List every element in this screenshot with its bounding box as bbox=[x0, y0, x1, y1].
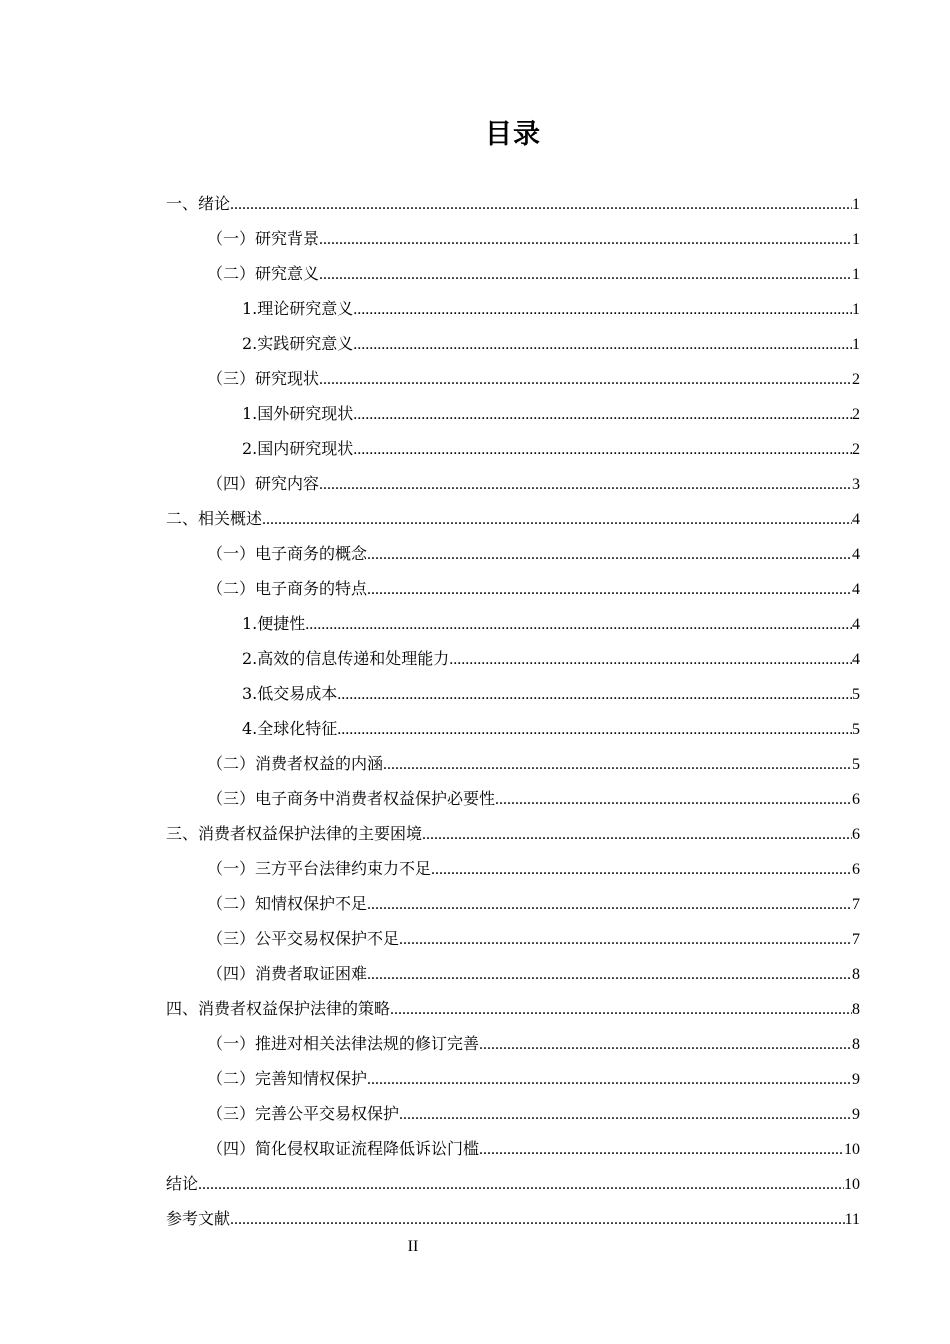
toc-entry-label: （一）研究背景 bbox=[207, 229, 320, 248]
toc-leader-dots bbox=[399, 922, 852, 957]
toc-entry[interactable] bbox=[166, 921, 860, 956]
toc-leader-dots bbox=[353, 327, 852, 362]
toc-entry-label: 二、相关概述 bbox=[166, 509, 263, 528]
toc-entry-label: 2.国内研究现状 bbox=[242, 439, 354, 458]
toc-leader-dots bbox=[337, 677, 852, 712]
toc-entry[interactable] bbox=[166, 606, 860, 641]
toc-entry-page: 4 bbox=[852, 546, 860, 563]
toc-entry-label: （二）研究意义 bbox=[207, 264, 320, 283]
toc-entry[interactable] bbox=[166, 711, 860, 746]
toc-entry-page: 4 bbox=[852, 581, 860, 598]
toc-entry[interactable] bbox=[166, 1131, 860, 1166]
toc-leader-dots bbox=[353, 432, 852, 467]
toc-leader-dots bbox=[495, 782, 852, 817]
toc-entry-page: 1 bbox=[852, 266, 860, 283]
toc-entry-page: 11 bbox=[844, 1211, 860, 1228]
toc-entry-page: 1 bbox=[852, 336, 860, 353]
toc-entry-label: （三）电子商务中消费者权益保护必要性 bbox=[207, 789, 496, 808]
toc-entry[interactable] bbox=[166, 536, 860, 571]
toc-entry[interactable] bbox=[166, 851, 860, 886]
toc-entry-page: 1 bbox=[852, 231, 860, 248]
toc-leader-dots bbox=[319, 257, 852, 292]
toc-entry-page: 6 bbox=[852, 861, 860, 878]
toc-leader-dots bbox=[230, 187, 852, 222]
toc-entry[interactable] bbox=[166, 186, 860, 221]
toc-leader-dots bbox=[367, 572, 852, 607]
toc-leader-dots bbox=[367, 1062, 852, 1097]
toc-leader-dots bbox=[383, 747, 852, 782]
toc-entry-label: 3.低交易成本 bbox=[242, 684, 338, 703]
toc-leader-dots bbox=[353, 397, 852, 432]
toc-entry-label: （四）研究内容 bbox=[207, 474, 320, 493]
toc-leader-dots bbox=[479, 1027, 852, 1062]
toc-leader-dots bbox=[262, 502, 852, 537]
toc-leader-dots bbox=[449, 642, 852, 677]
toc-entry[interactable] bbox=[166, 1096, 860, 1131]
toc-entry-label: 三、消费者权益保护法律的主要困境 bbox=[166, 824, 423, 843]
toc-entry-label: （二）知情权保护不足 bbox=[207, 894, 368, 913]
toc-leader-dots bbox=[230, 1202, 845, 1237]
toc-entry-page: 8 bbox=[852, 966, 860, 983]
toc-leader-dots bbox=[353, 292, 852, 327]
table-of-contents bbox=[166, 186, 860, 1236]
toc-leader-dots bbox=[198, 1167, 844, 1202]
toc-leader-dots bbox=[337, 712, 852, 747]
toc-entry-label: 结论 bbox=[166, 1174, 199, 1193]
toc-entry-page: 7 bbox=[852, 896, 860, 913]
toc-entry[interactable] bbox=[166, 571, 860, 606]
toc-leader-dots bbox=[431, 852, 852, 887]
toc-entry-page: 5 bbox=[852, 686, 860, 703]
toc-entry[interactable] bbox=[166, 991, 860, 1026]
toc-entry[interactable] bbox=[166, 256, 860, 291]
toc-entry-page: 9 bbox=[852, 1106, 860, 1123]
toc-entry-label: （二）完善知情权保护 bbox=[207, 1069, 368, 1088]
toc-entry-label: 2.高效的信息传递和处理能力 bbox=[242, 649, 450, 668]
toc-entry-label: 1.国外研究现状 bbox=[242, 404, 354, 423]
toc-entry-page: 6 bbox=[852, 791, 860, 808]
toc-entry-page: 1 bbox=[852, 301, 860, 318]
toc-entry-label: （一）电子商务的概念 bbox=[207, 544, 368, 563]
toc-leader-dots bbox=[319, 362, 852, 397]
toc-entry-page: 8 bbox=[852, 1001, 860, 1018]
toc-entry-label: （四）消费者取证困难 bbox=[207, 964, 368, 983]
toc-entry-page: 10 bbox=[844, 1176, 860, 1193]
toc-entry-page: 5 bbox=[852, 756, 860, 773]
toc-entry-page: 5 bbox=[852, 721, 860, 738]
toc-entry-page: 2 bbox=[852, 406, 860, 423]
toc-entry-label: （三）公平交易权保护不足 bbox=[207, 929, 400, 948]
toc-entry-label: 四、消费者权益保护法律的策略 bbox=[166, 999, 391, 1018]
toc-entry[interactable] bbox=[166, 676, 860, 711]
toc-entry-page: 4 bbox=[852, 616, 860, 633]
toc-entry[interactable] bbox=[166, 746, 860, 781]
toc-leader-dots bbox=[319, 222, 852, 257]
toc-entry[interactable] bbox=[166, 501, 860, 536]
toc-leader-dots bbox=[367, 957, 852, 992]
toc-entry[interactable] bbox=[166, 781, 860, 816]
toc-entry-label: 2.实践研究意义 bbox=[242, 334, 354, 353]
toc-entry-page: 8 bbox=[852, 1036, 860, 1053]
toc-entry-label: 1.便捷性 bbox=[242, 614, 306, 633]
toc-leader-dots bbox=[367, 537, 852, 572]
toc-entry-label: （一）推进对相关法律法规的修订完善 bbox=[207, 1034, 480, 1053]
toc-entry[interactable] bbox=[166, 396, 860, 431]
toc-entry[interactable] bbox=[166, 291, 860, 326]
toc-leader-dots bbox=[399, 1097, 852, 1132]
toc-entry-page: 9 bbox=[852, 1071, 860, 1088]
toc-entry-label: （四）简化侵权取证流程降低诉讼门槛 bbox=[207, 1139, 480, 1158]
toc-leader-dots bbox=[479, 1132, 844, 1167]
toc-entry-page: 1 bbox=[852, 196, 860, 213]
toc-entry[interactable] bbox=[166, 466, 860, 501]
toc-entry-label: （一）三方平台法律约束力不足 bbox=[207, 859, 432, 878]
toc-leader-dots bbox=[390, 992, 852, 1027]
toc-entry-page: 4 bbox=[852, 511, 860, 528]
toc-leader-dots bbox=[319, 467, 852, 502]
toc-leader-dots bbox=[305, 607, 852, 642]
page-title: 目录 bbox=[485, 119, 541, 150]
toc-entry[interactable] bbox=[166, 326, 860, 361]
toc-entry-label: 一、绪论 bbox=[166, 194, 231, 213]
toc-entry[interactable] bbox=[166, 886, 860, 921]
toc-entry-label: （二）消费者权益的内涵 bbox=[207, 754, 384, 773]
toc-entry-page: 6 bbox=[852, 826, 860, 843]
toc-entry[interactable] bbox=[166, 1061, 860, 1096]
toc-entry[interactable] bbox=[166, 1201, 860, 1236]
toc-leader-dots bbox=[422, 817, 852, 852]
page-number: II bbox=[407, 1238, 419, 1255]
toc-entry-label: （三）研究现状 bbox=[207, 369, 320, 388]
toc-entry[interactable] bbox=[166, 956, 860, 991]
toc-entry-label: （三）完善公平交易权保护 bbox=[207, 1104, 400, 1123]
toc-entry-label: （二）电子商务的特点 bbox=[207, 579, 368, 598]
toc-entry-label: 4.全球化特征 bbox=[242, 719, 338, 738]
toc-entry-label: 参考文献 bbox=[166, 1209, 231, 1228]
toc-entry[interactable] bbox=[166, 221, 860, 256]
toc-entry[interactable] bbox=[166, 816, 860, 851]
toc-leader-dots bbox=[367, 887, 852, 922]
toc-entry-page: 2 bbox=[852, 441, 860, 458]
toc-entry[interactable] bbox=[166, 431, 860, 466]
toc-entry-page: 7 bbox=[852, 931, 860, 948]
toc-entry-page: 3 bbox=[852, 476, 860, 493]
toc-entry[interactable] bbox=[166, 361, 860, 396]
toc-entry[interactable] bbox=[166, 641, 860, 676]
toc-entry-page: 2 bbox=[852, 371, 860, 388]
toc-entry[interactable] bbox=[166, 1026, 860, 1061]
toc-entry-page: 4 bbox=[852, 651, 860, 668]
toc-entry-label: 1.理论研究意义 bbox=[242, 299, 354, 318]
toc-entry[interactable] bbox=[166, 1166, 860, 1201]
toc-entry-page: 10 bbox=[844, 1141, 860, 1158]
